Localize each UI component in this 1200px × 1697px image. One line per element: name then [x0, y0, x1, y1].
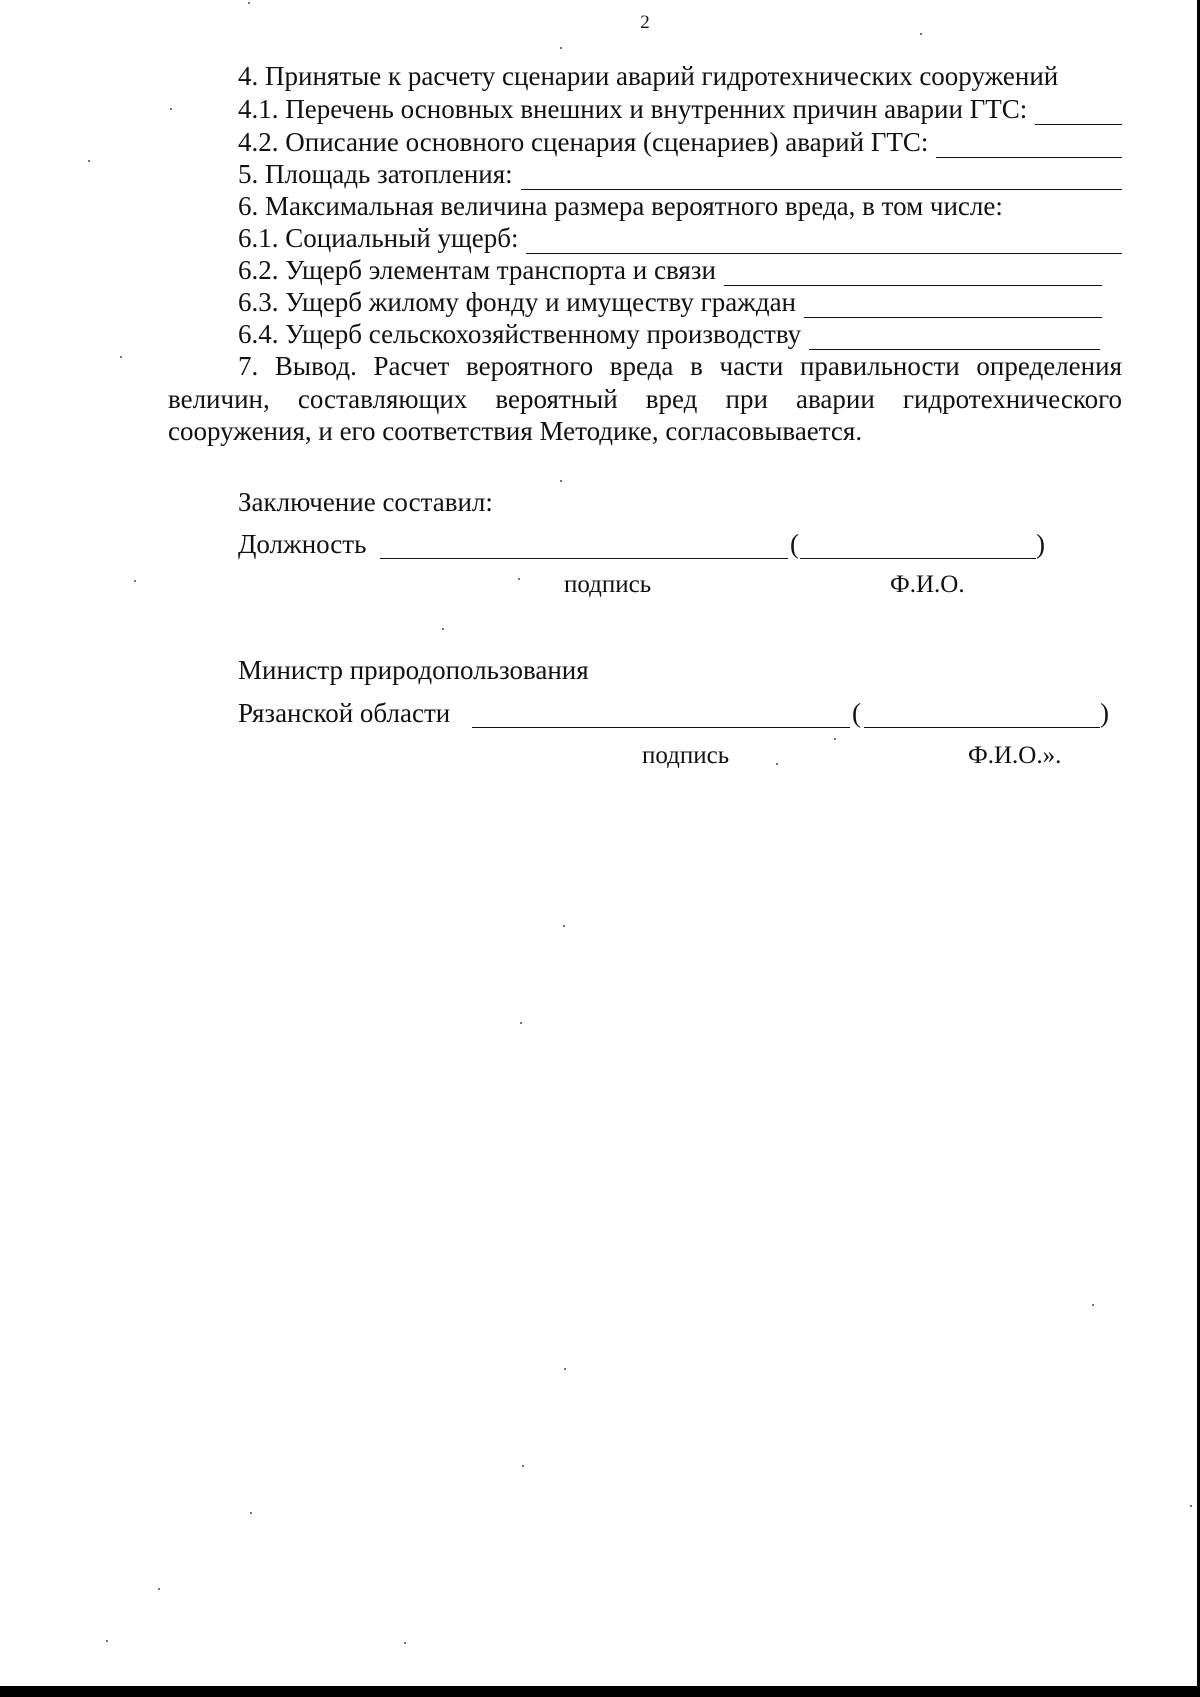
scan-speck	[248, 2, 250, 4]
blank-field[interactable]	[526, 227, 1122, 254]
item-6-2: 6.2. Ущерб элементам транспорта и связи	[238, 254, 1102, 286]
scan-bottom-edge	[0, 1686, 1200, 1697]
blank-field[interactable]	[521, 163, 1122, 190]
blank-field[interactable]	[724, 259, 1102, 286]
scan-speck	[560, 47, 562, 49]
scan-speck	[1092, 1304, 1094, 1306]
scan-speck	[158, 1588, 160, 1590]
item-6-4: 6.4. Ущерб сельскохозяйственному производству	[238, 318, 1100, 350]
blank-field[interactable]	[1035, 98, 1122, 125]
scan-speck	[834, 738, 836, 740]
caption-signature-2: подпись	[642, 742, 730, 769]
page-number: 2	[640, 12, 650, 33]
scan-speck	[920, 33, 922, 35]
item-5: 5. Площадь затопления:	[238, 158, 1122, 190]
item-4-1: 4.1. Перечень основных внешних и внутренних причин аварии ГТС:	[238, 93, 1122, 125]
scan-speck	[522, 1465, 524, 1467]
name-field-1[interactable]	[800, 556, 1036, 559]
blank-field[interactable]	[936, 131, 1122, 158]
scan-speck	[250, 1512, 252, 1514]
scan-speck	[1190, 1505, 1192, 1507]
paren-open-1: (	[790, 529, 799, 559]
conclusion-paragraph: 7. Вывод. Расчет вероятного вреда в части правильности определения величин, составляющих вероятный вред при аварии гидротехнического сооружения, и его соответствия Методике, согласовывается.	[168, 351, 1122, 446]
caption-name-1: Ф.И.О.	[890, 571, 965, 598]
item-6-3: 6.3. Ущерб жилому фонду и имуществу граждан	[238, 286, 1102, 318]
blank-field[interactable]	[804, 291, 1102, 318]
position-label: Должность	[238, 529, 367, 559]
scan-speck	[560, 480, 562, 482]
paren-open-2: (	[852, 698, 861, 728]
scan-speck	[404, 1642, 406, 1644]
item-4: 4. Принятые к расчету сценарии аварий гидротехнических сооружений	[238, 61, 1059, 91]
scan-speck	[170, 108, 172, 110]
signature-field-1[interactable]	[380, 556, 788, 559]
scan-speck	[518, 578, 520, 580]
item-6: 6. Максимальная величина размера вероятного вреда, в том числе:	[238, 191, 1003, 221]
name-field-2[interactable]	[864, 725, 1100, 728]
signature-field-2[interactable]	[472, 725, 850, 728]
signature-heading-1: Заключение составил:	[238, 487, 493, 517]
item-6-1: 6.1. Социальный ущерб:	[238, 222, 1122, 254]
scan-speck	[563, 925, 565, 927]
scan-speck	[564, 1368, 566, 1370]
item-4-2: 4.2. Описание основного сценария (сценариев) аварий ГТС:	[238, 126, 1122, 158]
caption-name-2: Ф.И.О.».	[968, 742, 1062, 769]
scan-speck	[776, 763, 778, 765]
scan-speck	[106, 1640, 108, 1642]
signature-heading-2: Министр природопользования	[238, 655, 589, 685]
paren-close-1: )	[1036, 529, 1045, 559]
blank-field[interactable]	[809, 323, 1100, 350]
ministry-label: Рязанской области	[238, 698, 451, 728]
scan-speck	[442, 628, 444, 630]
paren-close-2: )	[1100, 698, 1109, 728]
scan-speck	[134, 580, 136, 582]
scan-speck	[88, 160, 90, 162]
scan-speck	[520, 1022, 522, 1024]
scan-speck	[120, 356, 122, 358]
caption-signature-1: подпись	[564, 571, 652, 598]
